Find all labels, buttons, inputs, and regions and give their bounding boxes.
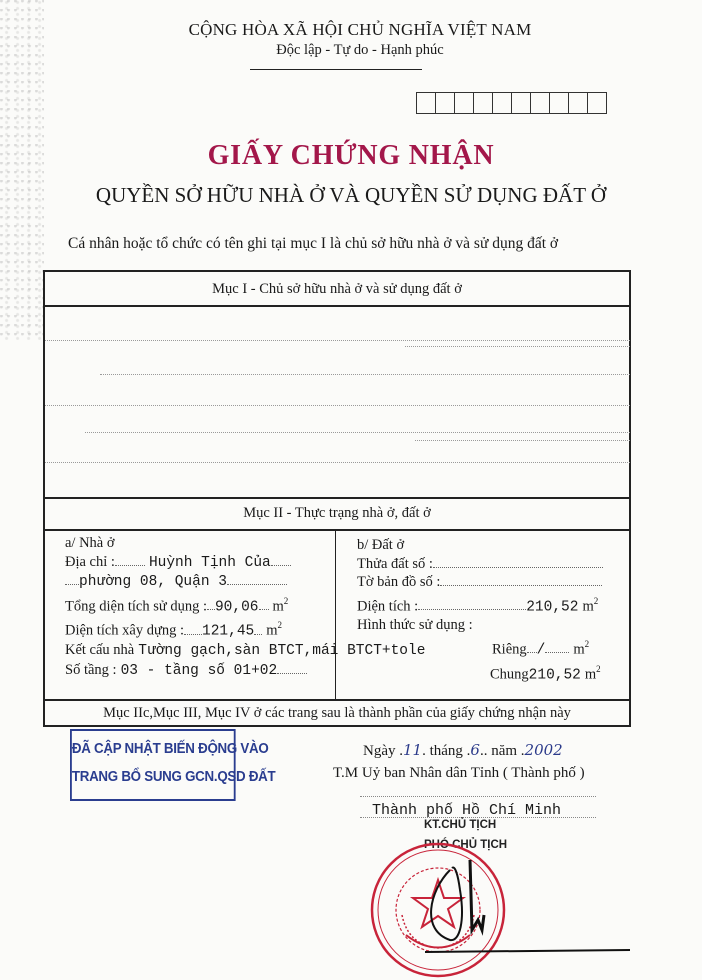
serial-box <box>474 93 493 113</box>
section2-header: Mục II - Thực trạng nhà ở, đất ở <box>243 505 431 521</box>
unit: m <box>584 665 597 682</box>
national-motto: Độc lập - Tự do - Hạnh phúc <box>276 42 444 58</box>
address-line1: Huỳnh Tịnh Của <box>148 554 271 571</box>
total-area-value: 90,06 <box>214 598 259 615</box>
year-label: năm <box>491 743 518 759</box>
role-vice-chair: PHÓ CHỦ TỊCH <box>424 839 508 851</box>
serial-box <box>512 93 531 113</box>
land-area-value: 210,52 <box>526 598 579 615</box>
structure-value: Tường gạch,sàn BTCT,mái BTCT+tole <box>138 643 426 660</box>
day-label: Ngày <box>363 743 396 759</box>
update-stamp <box>70 729 276 801</box>
serial-box <box>493 93 512 113</box>
build-area-value: 121,45 <box>202 623 255 640</box>
floors-value: 03 - tầng số 01+02 <box>120 662 278 679</box>
serial-box <box>569 93 588 113</box>
serial-box <box>417 93 436 113</box>
land-info: b/ Đất ở Thửa đất số : Tờ bản đồ số : Diện tích : 210,52 $m^2$ Hình thức sử dụng : Riêng / $m^2$ Chung210,52 $m^2$ <box>357 536 603 684</box>
serial-box <box>588 93 606 113</box>
national-title: CỘNG HÒA XÃ HỘI CHỦ NGHĨA VIỆT NAM <box>188 20 532 39</box>
certificate-subtitle: QUYỀN SỞ HỮU NHÀ Ở VÀ QUYỀN SỬ DỤNG ĐẤT Ở <box>95 183 607 207</box>
issuing-authority: T.M Uỷ ban Nhân dân Tỉnh ( Thành phố ) <box>333 765 585 781</box>
handwritten-signature-icon <box>420 860 640 960</box>
divider <box>45 305 629 307</box>
land-area-label: Diện tích : <box>357 597 419 614</box>
land-heading: b/ Đất ở <box>357 537 405 553</box>
section1-header: Mục I - Chủ sở hữu nhà ở và sử dụng đất ở <box>212 281 462 297</box>
divider <box>45 699 629 701</box>
unit: m <box>573 641 585 658</box>
serial-box <box>436 93 455 113</box>
unit: m <box>272 597 284 614</box>
stamp-line1: ĐÃ CẬP NHẬT BIẾN ĐỘNG VÀO <box>71 741 269 757</box>
serial-box <box>531 93 550 113</box>
issue-date: Ngày .11. tháng .6.. năm .2002 <box>363 741 563 759</box>
certificate-title: GIẤY CHỨNG NHẬN <box>207 140 495 171</box>
plot-label: Thửa đất số : <box>357 555 433 572</box>
shared-label: Chung <box>490 665 529 682</box>
unit: m <box>582 597 594 614</box>
floors-label: Số tầng : <box>65 661 117 678</box>
city-name: Thành phố Hồ Chí Minh <box>372 802 562 819</box>
year-value: 2002 <box>524 741 563 759</box>
footer-note: Mục IIc,Mục III, Mục IV ở các trang sau là thành phần của giấy chứng nhận này <box>103 705 571 721</box>
authority-dots <box>360 796 596 797</box>
divider <box>45 497 629 499</box>
serial-box <box>455 93 474 113</box>
role-deputy-label: KT.CHỦ TỊCH <box>424 819 497 831</box>
private-label: Riêng <box>492 641 527 658</box>
house-info: a/ Nhà ở Địa chỉ : Huỳnh Tịnh Của phường 08, Quận 3 Tổng diện tích sử dụng : 90,06 $m^2$ Diện tích xây dựng : 121,45 $m^2$ Kết cấu nhà Tường gạch,sàn BTCT,mái BTCT+tole Số tầng : 03 - tầng số 01+02 <box>65 535 426 679</box>
total-area-label: Tổng diện tích sử dụng : <box>65 597 207 614</box>
serial-box <box>550 93 569 113</box>
day-value: 11 <box>403 741 423 759</box>
map-sheet-label: Tờ bản đồ số : <box>357 574 441 590</box>
unit: m <box>266 622 278 639</box>
build-area-label: Diện tích xây dựng : <box>65 622 185 639</box>
private-value: / <box>536 642 546 659</box>
certificate-table <box>43 270 631 727</box>
address-label: Địa chỉ : <box>65 553 115 570</box>
city-dots <box>360 817 596 818</box>
shared-value: 210,52 <box>528 666 581 683</box>
usage-label: Hình thức sử dụng : <box>357 617 473 634</box>
month-value: 6 <box>470 741 480 759</box>
structure-label: Kết cấu nhà <box>65 642 135 659</box>
month-label: tháng <box>429 743 463 759</box>
address-line2: phường 08, Quận 3 <box>79 574 227 590</box>
stamp-line2: TRANG BỔ SUNG GCN.QSD ĐẤT <box>71 769 276 785</box>
divider <box>45 529 629 531</box>
house-heading: a/ Nhà ở <box>65 535 115 551</box>
certificate-intro: Cá nhân hoặc tổ chức có tên ghi tại mục I là chủ sở hữu nhà ở và sử dụng đất ở <box>68 235 559 252</box>
serial-number-boxes <box>416 92 607 114</box>
motto-underline <box>250 69 422 70</box>
